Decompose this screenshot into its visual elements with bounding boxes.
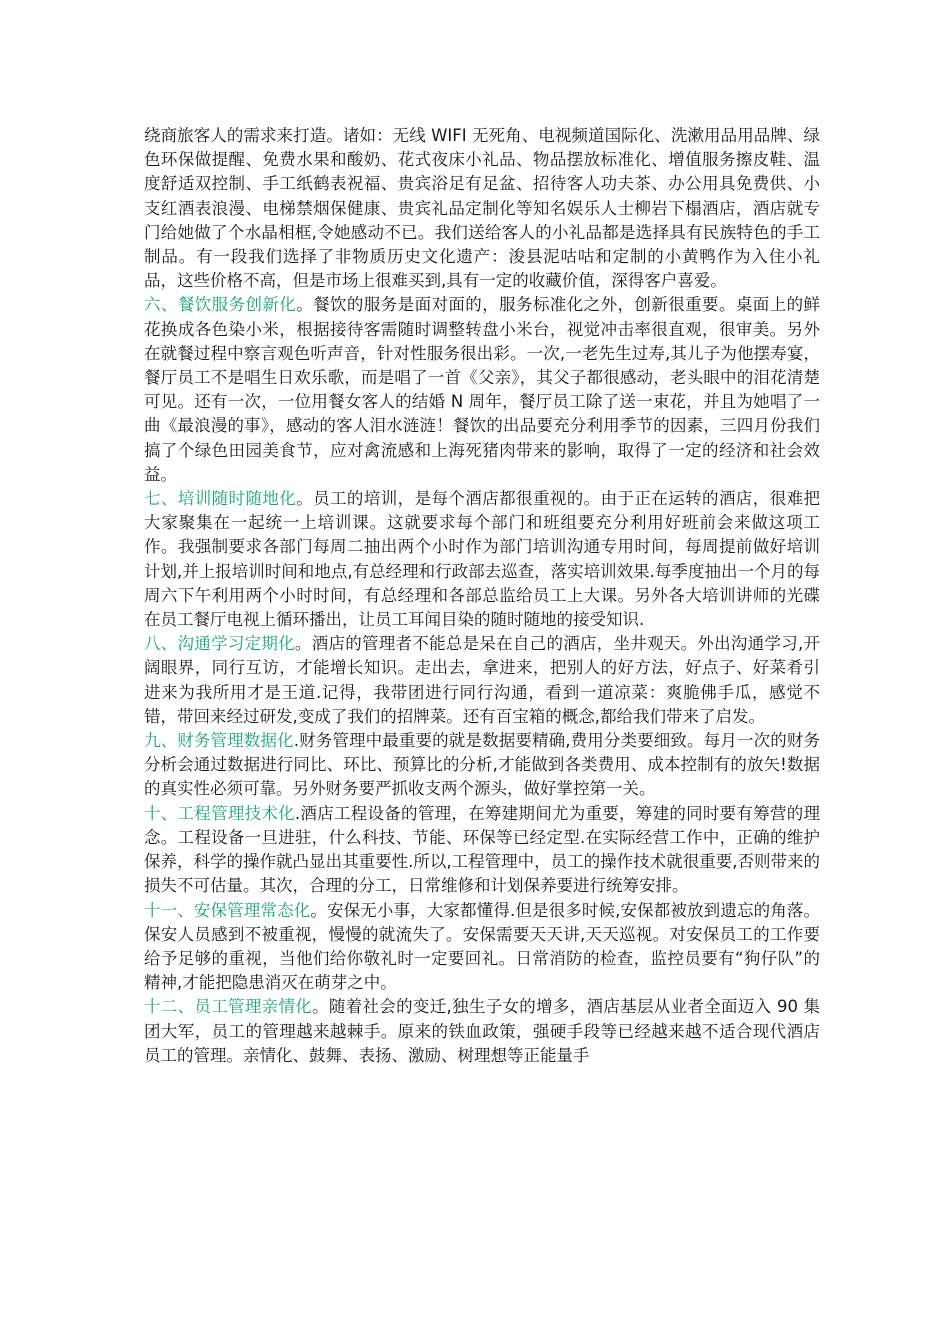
paragraph-section-6: [144, 293, 820, 487]
paragraph-text: .财务管理中最重要的就是数据要精确,费用分类要细致。每月一次的财务分析会通过数据进行同比、环比、预算比的分析,才能做到各类费用、成本控制有的放矢!数据的真实性必须可靠。另外财务要严抓收支两个源头，做好掌控第一关。: [144, 731, 821, 799]
paragraph-text: 。安保无小事，大家都懂得.但是很多时候,安保都被放到遗忘的角落。保安人员感到不被重视，慢慢的就流失了。安保需要天天讲,天天巡视。对安保员工的工作要给予足够的重视，当他们给你敬礼时一定要回礼。日常消防的检查，监控员要有“狗仔队”的精神,才能把隐患消灭在萌芽之中。: [144, 900, 820, 993]
section-heading: 十二、员工管理亲情化: [144, 997, 313, 1017]
section-heading: 七、培训随时随地化: [144, 489, 297, 509]
section-heading: 十、工程管理技术化: [144, 803, 295, 823]
paragraph-section-12: [144, 995, 820, 1068]
paragraph-section-10: [144, 802, 820, 899]
paragraph-text: 。餐饮的服务是面对面的，服务标准化之外，创新很重要。桌面上的鲜花换成各色染小米，根据接待客需随时调整转盘小米台，视觉冲击率很直观，很审美。另外在就餐过程中察言观色听声音，针对性服务很出彩。一次,一老先生过寿,其儿子为他摆寿宴，餐厅员工不是唱生日欢乐歌，而是唱了一首《父亲》，其父子都很感动，老头眼中的泪花清楚可见。还有一次，一位用餐女客人的结婚 N 周年，餐厅员工除了送一束花，并且为她唱了一曲《最浪漫的事》，感动的客人泪水涟涟！餐饮的出品要充分利用季节的因素，三四月份我们搞了个绿色田园美食节，应对禽流感和上海死猪肉带来的影响，取得了一定的经济和社会效益。: [144, 295, 821, 484]
section-heading: 八、沟通学习定期化: [144, 634, 295, 654]
section-heading: 六、餐饮服务创新化: [144, 295, 297, 315]
section-heading: 十一、安保管理常态化: [144, 900, 311, 920]
paragraph-section-8: [144, 632, 820, 729]
paragraph-text: 绕商旅客人的需求来打造。诸如：无线 WIFI 无死角、电视频道国际化、洗漱用品用品牌、绿色环保做提醒、免费水果和酸奶、花式夜床小礼品、物品摆放标准化、增值服务擦皮鞋、温度舒适双控制、手工纸鹤表祝福、贵宾浴足有足盆、招待客人功夫茶、办公用具免费供、小支红酒表浪漫、电梯禁烟保健康、贵宾礼品定制化等知名娱乐人士柳岩下榻酒店，酒店就专门给她做了个水晶相框,令她感动不已。我们送给客人的小礼品都是选择具有民族特色的手工制品。有一段我们选择了非物质历史文化遗产：浚县泥咕咕和定制的小黄鸭作为入住小礼品，这些价格不高，但是市场上很难买到,具有一定的收藏价值，深得客户喜爱。: [144, 126, 820, 291]
paragraph-section-9: [144, 729, 820, 802]
document-page: [144, 124, 820, 1068]
paragraph-section-11: [144, 899, 820, 996]
paragraph-section-7: [144, 487, 820, 632]
paragraph-text: 。随着社会的变迁,独生子女的增多，酒店基层从业者全面迈入 90 集团大军，员工的管理越来越棘手。原来的铁血政策，强硬手段等已经越来越不适合现代酒店员工的管理。亲情化、鼓舞、表扬、激励、树理想等正能量手: [144, 997, 821, 1065]
paragraph-text: 。酒店的管理者不能总是呆在自己的酒店，坐井观天。外出沟通学习,开阔眼界，同行互访，才能增长知识。走出去，拿进来，把别人的好方法，好点子、好菜肴引进来为我所用才是王道.记得，我带团进行同行沟通，看到一道凉菜：爽脆佛手瓜，感觉不错，带回来经过研发,变成了我们的招牌菜。还有百宝箱的概念,都给我们带来了启发。: [144, 634, 820, 726]
section-heading: 九、财务管理数据化: [144, 731, 294, 751]
paragraph-text: 。员工的培训，是每个酒店都很重视的。由于正在运转的酒店，很难把大家聚集在一起统一上培训课。这就要求每个部门和班组要充分利用好班前会来做这项工作。我强制要求各部门每周二抽出两个小时作为部门培训沟通专用时间，每周提前做好培训计划,并上报培训时间和地点,有总经理和行政部去巡查，落实培训效果.每季度抽出一个月的每周六下午利用两个小时时间，有总经理和各部总监给员工上大课。另外各大培训讲师的光碟在员工餐厅电视上循环播出，让员工耳闻目染的随时随地的接受知识.: [144, 489, 821, 630]
paragraph-intro-continued: [144, 124, 820, 293]
paragraph-text: .酒店工程设备的管理，在筹建期间尤为重要，筹建的同时要有筹营的理念。工程设备一旦进驻，什么科技、节能、环保等已经定型.在实际经营工作中，正确的维护保养，科学的操作就凸显出其重要性.所以,工程管理中，员工的操作技术就很重要,否则带来的损失不可估量。其次，合理的分工，日常维修和计划保养要进行统筹安排。: [144, 803, 820, 896]
